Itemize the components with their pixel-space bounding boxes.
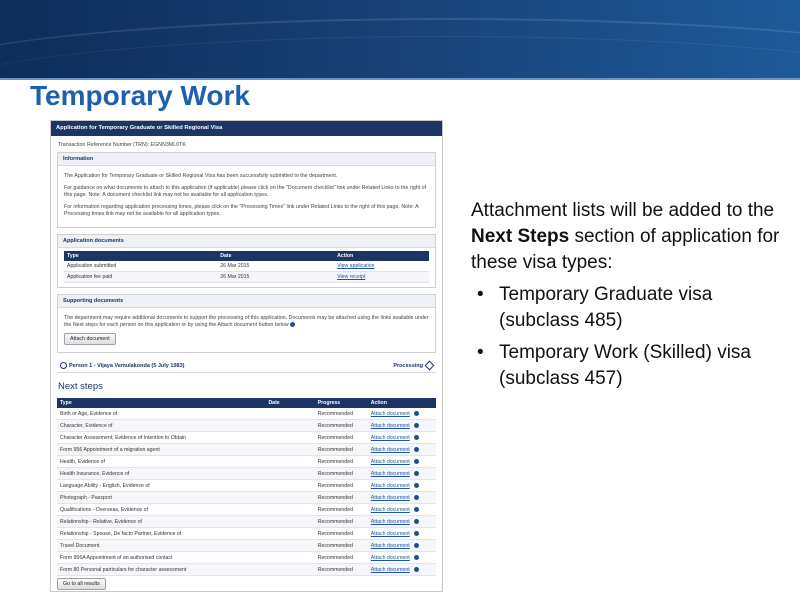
list-item-text: Temporary Work (Skilled) visa (subclass 457)	[499, 342, 751, 389]
application-screenshot	[50, 120, 443, 592]
list-item	[471, 340, 791, 392]
help-icon[interactable]	[290, 322, 295, 327]
step-progress: Recommended	[315, 504, 368, 516]
table-row	[57, 420, 436, 432]
help-icon[interactable]	[414, 423, 419, 428]
help-icon[interactable]	[414, 555, 419, 560]
step-progress: Recommended	[315, 420, 368, 432]
step-date	[265, 516, 314, 528]
step-date	[265, 432, 314, 444]
help-icon[interactable]	[414, 531, 419, 536]
bullet: •	[477, 342, 484, 363]
attach-document-button[interactable]: Attach document	[64, 333, 116, 345]
table-row	[57, 468, 436, 480]
doc-date: 26 Mar 2015	[217, 261, 334, 272]
attach-document-link[interactable]: Attach document	[370, 434, 410, 441]
step-action-cell	[368, 420, 436, 432]
table-row	[57, 516, 436, 528]
attach-document-link[interactable]: Attach document	[370, 566, 410, 573]
step-progress: Recommended	[315, 468, 368, 480]
step-progress: Recommended	[315, 564, 368, 576]
collapse-icon[interactable]	[60, 362, 67, 369]
all-results-button[interactable]: Go to all results	[57, 578, 106, 590]
attach-document-link[interactable]: Attach document	[370, 542, 410, 549]
next-steps-table	[57, 398, 436, 576]
step-type: Travel Document	[57, 540, 265, 552]
list-item-text: Temporary Graduate visa (subclass 485)	[499, 284, 713, 331]
help-icon[interactable]	[414, 471, 419, 476]
application-documents-panel	[57, 234, 436, 288]
step-type: Health Insurance, Evidence of	[57, 468, 265, 480]
information-paragraph: The Application for Temporary Graduate or Skilled Regional Visa has been successfully submitted to the department.	[64, 173, 338, 179]
step-progress: Recommended	[315, 444, 368, 456]
step-action-cell	[368, 432, 436, 444]
intro-suffix: section of application for these visa types:	[471, 226, 780, 273]
step-type: Form 80 Personal particulars for character assessment	[57, 564, 265, 576]
table-row	[57, 564, 436, 576]
application-header: Application for Temporary Graduate or Skilled Regional Visa	[51, 121, 442, 136]
step-type: Character, Evidence of	[57, 420, 265, 432]
attach-document-link[interactable]: Attach document	[370, 494, 410, 501]
attach-document-link[interactable]: Attach document	[370, 446, 410, 453]
table-row	[57, 432, 436, 444]
column-header-type: Type	[64, 251, 217, 261]
step-action-cell	[368, 552, 436, 564]
step-action-cell	[368, 540, 436, 552]
help-icon[interactable]	[414, 483, 419, 488]
step-action-cell	[368, 492, 436, 504]
application-documents-title: Application documents	[58, 235, 435, 248]
attach-document-link[interactable]: Attach document	[370, 506, 410, 513]
step-action-cell	[368, 444, 436, 456]
step-type: Health, Evidence of	[57, 456, 265, 468]
next-steps-title: Next steps	[58, 381, 103, 392]
transaction-reference: Transaction Reference Number (TRN): EGNN3ML0TK	[58, 142, 186, 148]
help-icon[interactable]	[414, 447, 419, 452]
step-action-cell	[368, 468, 436, 480]
step-progress: Recommended	[315, 492, 368, 504]
table-row	[57, 504, 436, 516]
person-label: Person 1 - Vijaya Vemulakonda (5 July 1983)	[69, 362, 185, 369]
bullet: •	[477, 284, 484, 305]
help-icon[interactable]	[414, 543, 419, 548]
attach-document-link[interactable]: Attach document	[370, 518, 410, 525]
attach-document-link[interactable]: Attach document	[370, 458, 410, 465]
step-date	[265, 552, 314, 564]
step-action-cell	[368, 408, 436, 420]
table-row	[57, 528, 436, 540]
column-header-type: Type	[57, 398, 265, 408]
right-panel	[471, 198, 791, 392]
table-row	[57, 408, 436, 420]
step-type: Form 956A Appointment of an authorised contact	[57, 552, 265, 564]
information-title: Information	[58, 153, 435, 166]
column-header-date: Date	[217, 251, 334, 261]
step-date	[265, 420, 314, 432]
step-date	[265, 480, 314, 492]
help-icon[interactable]	[414, 459, 419, 464]
help-icon[interactable]	[414, 519, 419, 524]
table-row	[57, 540, 436, 552]
list-item	[471, 282, 791, 334]
attach-document-link[interactable]: Attach document	[370, 554, 410, 561]
step-progress: Recommended	[315, 480, 368, 492]
intro-bold: Next Steps	[471, 226, 570, 247]
help-icon[interactable]	[414, 411, 419, 416]
table-row	[57, 492, 436, 504]
header-band	[0, 0, 800, 78]
step-date	[265, 492, 314, 504]
attach-document-link[interactable]: Attach document	[370, 530, 410, 537]
attach-document-link[interactable]: Attach document	[370, 410, 410, 417]
step-date	[265, 468, 314, 480]
step-type: Relationship - Spouse, De facto Partner, Evidence of	[57, 528, 265, 540]
step-progress: Recommended	[315, 552, 368, 564]
step-progress: Recommended	[315, 432, 368, 444]
application-documents-table	[64, 251, 429, 283]
step-type: Character Assessment, Evidence of Intention to Obtain	[57, 432, 265, 444]
view-application-link[interactable]: View application	[337, 263, 375, 269]
step-type: Photograph - Passport	[57, 492, 265, 504]
step-date	[265, 504, 314, 516]
supporting-documents-title: Supporting documents	[58, 295, 435, 308]
step-action-cell	[368, 516, 436, 528]
step-type: Birth or Age, Evidence of	[57, 408, 265, 420]
doc-type: Application submitted	[64, 261, 217, 272]
step-action-cell	[368, 480, 436, 492]
person-row[interactable]	[57, 359, 436, 373]
step-date	[265, 456, 314, 468]
step-action-cell	[368, 564, 436, 576]
step-type: Language Ability - English, Evidence of	[57, 480, 265, 492]
supporting-documents-text: The department may require additional documents to support the processing of this application. Documents may be attached using the links available under the Next steps for each person on this application or by using the Attach document button below	[64, 315, 429, 328]
step-date	[265, 564, 314, 576]
intro-text	[471, 198, 791, 276]
attach-document-link[interactable]: Attach document	[370, 482, 410, 489]
step-date	[265, 528, 314, 540]
information-paragraph: For guidance on what documents to attach to this application (if applicable) please click on the "Document checklist" link under Related Links to the right of this page. Note: A document checklist link may not be available for all application types.	[64, 185, 427, 198]
table-row	[57, 552, 436, 564]
step-action-cell	[368, 504, 436, 516]
step-date	[265, 540, 314, 552]
help-icon[interactable]	[414, 567, 419, 572]
visa-list	[471, 282, 791, 392]
slide-title: Temporary Work	[30, 80, 250, 111]
step-type: Form 956 Appointment of a migration agent	[57, 444, 265, 456]
table-row	[57, 480, 436, 492]
doc-type: Application fee paid	[64, 272, 217, 283]
table-row	[64, 261, 429, 272]
step-type: Qualifications - Overseas, Evidence of	[57, 504, 265, 516]
step-action-cell	[368, 456, 436, 468]
attach-document-link[interactable]: Attach document	[370, 470, 410, 477]
table-row	[64, 272, 429, 283]
information-paragraph: For information regarding application processing times, please click on the "Processing Times" link under Related Links to the right of this page. Note: A Processing times link may not be available for all application types.	[64, 204, 419, 217]
column-header-action: Action	[368, 398, 436, 408]
help-icon[interactable]	[414, 507, 419, 512]
step-progress: Recommended	[315, 456, 368, 468]
attach-document-link[interactable]: Attach document	[370, 422, 410, 429]
step-progress: Recommended	[315, 516, 368, 528]
step-progress: Recommended	[315, 540, 368, 552]
table-row	[57, 456, 436, 468]
column-header-date: Date	[265, 398, 314, 408]
intro-prefix: Attachment lists will be added to the	[471, 200, 775, 221]
information-panel	[57, 152, 436, 228]
column-header-progress: Progress	[315, 398, 368, 408]
supporting-documents-panel	[57, 294, 436, 353]
step-date	[265, 444, 314, 456]
step-action-cell	[368, 528, 436, 540]
step-progress: Recommended	[315, 528, 368, 540]
step-progress: Recommended	[315, 408, 368, 420]
help-icon[interactable]	[414, 495, 419, 500]
view-receipt-link[interactable]: View receipt	[337, 274, 366, 280]
help-icon[interactable]	[414, 435, 419, 440]
doc-date: 26 Mar 2015	[217, 272, 334, 283]
processing-status: Processing	[393, 362, 423, 369]
table-row	[57, 444, 436, 456]
step-date	[265, 408, 314, 420]
status-icon	[425, 361, 435, 371]
column-header-action: Action	[334, 251, 429, 261]
step-type: Relationship - Relative, Evidence of	[57, 516, 265, 528]
